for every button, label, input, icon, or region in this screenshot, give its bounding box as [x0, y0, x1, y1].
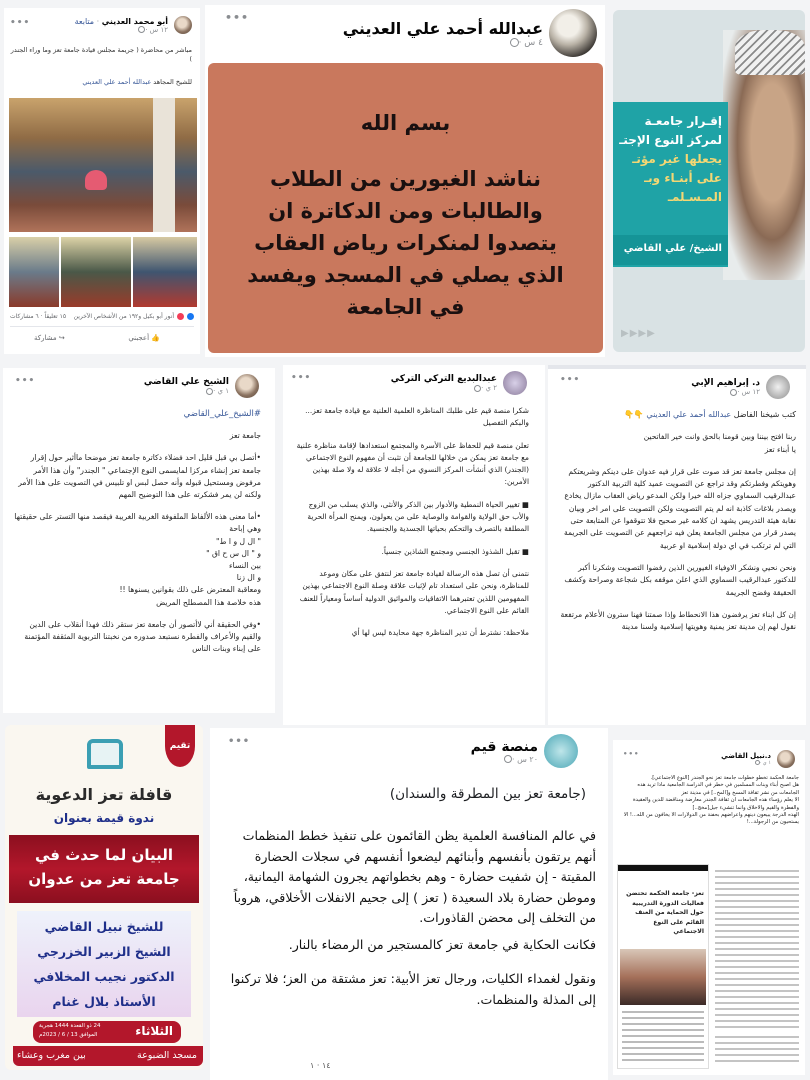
more-options-icon[interactable]: •••: [560, 375, 581, 385]
post-time: ١٢ س ·: [145, 25, 168, 34]
poster-date-bar: [33, 1021, 181, 1043]
post-title: (جامعة تعز بين المطرقة والسندان): [389, 786, 586, 802]
poster-title-banner: [9, 835, 199, 903]
post-paragraph: تعلن منصة قيم للحفاظ على الأسرة والمجتمع استعدادها لإقامة مناظرة علنية مع جامعة تعز يمكن من خلالها للجامعة أن تثبت أن مفهوم النوع الاجتماعي (الجندر) الذي أنشأت المركز النسوي من أجله لا علاقة له ولا صلة بهذين الأمرين:: [296, 440, 529, 487]
intro-prefix: كتب شيخنا الفاضل: [733, 410, 796, 419]
poster-place: مسجد الضبوعة: [136, 1050, 197, 1061]
post-paragraph: جامعة تعز: [229, 431, 261, 441]
post-card-ibrahim-alibbi: [548, 365, 806, 725]
news-screenshot[interactable]: [617, 864, 709, 1069]
more-options-icon[interactable]: •••: [10, 18, 31, 28]
quote-line: لمركز النوع الإجتـ: [619, 133, 722, 147]
post-time: ٢ ي ·: [481, 384, 497, 392]
post-card-qiyam-platform: [210, 728, 608, 1080]
post-paragraph: نتمنى أن تصل هذه الرسالة لقيادة جامعة تعز لنتفق على مكان وموعد للمناظرة، ونحن على استعداد تام لإثبات علاقة وصلة النوع الاجتماعي بهذين المفهومين اللذين تعتبرهما الاتفاقيات والمواثيق الدولية أساساً ومعياراً للعنف القائم على النوع الاجتماعي.: [299, 568, 529, 615]
quote-graphic-ali-alqadi[interactable]: [613, 10, 805, 352]
post-card-abdulbadie-alturki: [283, 365, 545, 725]
more-options-icon[interactable]: •••: [291, 373, 312, 383]
turban: [735, 30, 805, 75]
mention-prefix: للشيخ المجاهد: [153, 78, 192, 86]
post-time: ٤ س ·: [518, 37, 543, 48]
news-screenshot-facebook[interactable]: [713, 864, 801, 1069]
news-header-bar: [618, 865, 708, 871]
author-name[interactable]: د. إبراهيم الإبي: [691, 378, 760, 388]
post-stats[interactable]: ١٤ · ١: [310, 1061, 331, 1070]
news-photo: [620, 949, 706, 1005]
post-paragraph: ■ تقبل الشذوذ الجنسي ومجتمع الشاذين جنسياً.: [381, 546, 529, 556]
post-paragraph: ونقول لغمداء الكليات، ورجال تعز الأبية: تعز مشتقة من العز؛ فلا تركنوا إلى المذلة والمنظمات.: [230, 971, 596, 1007]
reactions-row[interactable]: [74, 313, 194, 320]
post-time: ١ ي ·: [759, 760, 771, 766]
post-time: ١٢ س ·: [737, 388, 760, 396]
more-options-icon[interactable]: •••: [225, 11, 250, 24]
quote-line: إقـرار جامعـة: [644, 114, 722, 128]
post-card-ali-alqadi: [3, 368, 275, 713]
author-name[interactable]: الشيخ علي القاضي: [143, 377, 229, 387]
author-name[interactable]: أبو محمد العديني: [101, 16, 168, 26]
like-button[interactable]: 👍 أعجبني: [128, 334, 160, 342]
post-paragraph: ■ تغيير الحياة النمطية والأدوار بين الذكر والأنثى، والذي يسلب من الزوج والأب حق الولاية والقوامة والوصاية على من يعولون، ويمنح المرأة الحرية المطلقة بالتصرف والتحكم بحياتها الجسدية والجنسية.: [307, 499, 529, 534]
post-time: ٢٠ س ·: [512, 754, 538, 764]
hashtag-link[interactable]: #الشيخ_علي_القاضي: [183, 409, 261, 419]
like-reaction-icon: [187, 313, 194, 320]
arrows-decoration-icon: ▶▶▶▶: [621, 328, 656, 339]
poster-footer: [13, 1046, 203, 1066]
post-text: مباشر من محاضرة ( جريمة مجلس قيادة جامعة تعز وما وراء الجندر ): [10, 46, 192, 63]
poster-title-line: جامعة تعز من عدوان: [28, 870, 180, 888]
mention-link[interactable]: عبدالله أحمد علي العديني: [82, 78, 152, 86]
post-card-nabil-alqadi: [613, 740, 805, 1075]
portrait: [723, 30, 805, 280]
quote-line: المـسـلمـ: [667, 190, 722, 204]
image-line: الذي يصلي في المسجد ويفسد: [247, 263, 564, 287]
more-options-icon[interactable]: •••: [228, 736, 251, 747]
globe-icon: [510, 38, 519, 47]
post-paragraph: إن مجلس جامعة تعز قد صوت على قرار فيه عدوان على دينكم وشريعتكم وهويتكم وفطرتكم وقد تراجع عن التصويت عميد كلية التربية الدكتور عبدالرقيب السماوي جزاه الله خيرا ولكن المدعو رياض العقاب مازال يخادع ويصدر بلاغات كاذبة انه لم يتم التصويت ولكن التصويت على امر اخر وبيان نقابة هيئة التدريس يشهد ان كلامه غير صحيح فلا تتوقفوا عن المتابعة حتى يصدر قرار من مجلس الجامعة يعلن فيه تراجعهم عن التصويت على الجريمة التي لم ترتكب في اي دولة إسلامية او عربية: [563, 466, 796, 550]
reactions-text: أنور أبو بكيل و١٩٢ من الأشخاص الآخرين: [73, 313, 174, 320]
post-card-abdullah-aladini: [205, 5, 605, 357]
more-options-icon[interactable]: •••: [623, 750, 640, 758]
poster-title-line: البيان لما حدث في: [35, 846, 173, 864]
author-name[interactable]: عبدالبديع التركي التركي: [390, 374, 497, 384]
author-name[interactable]: د.نبيل القاضي: [721, 752, 771, 760]
poster-badge: تقيم: [165, 725, 195, 767]
post-paragraph: في عالم المنافسة العلمية يظن القائمون على تنفيذ خطط المنظمات أنهم يرتقون بأنفسهم وأبنائهم ليضعوا أنفسهم في سجلات الحضارة المقيتة - إن شفيت حضارة - وهم بخطواتهم يجرون الشهامة اليمانية، وموطن حضارة بلاد السعيدة ( تعز ) إلى جحيم الانفلات الأخلاقي، هروباً من التخلف إلى محضن القاذورات.: [233, 828, 596, 925]
pointing-down-emoji-icon: 👇👇: [623, 410, 644, 419]
news-text-lines: [715, 870, 799, 1030]
quote-caption: الشيخ/ علي القاضي: [613, 235, 728, 265]
avatar[interactable]: [174, 16, 192, 34]
pillar: [153, 98, 175, 232]
post-photo-thumb[interactable]: [9, 237, 59, 307]
post-paragraph: فكانت الحكاية في جامعة تعز كالمستجير من الرمضاء بالنار.: [288, 936, 596, 952]
post-paragraph: •أما معنى هذه الألفاظ الملفوفة الغربية الغريبة فيقصد منها التستر على حقيقتها وهي إباحة " ال ل و ا ط" و " ال س ح اق " بين النساء و ال زنا ومعاقبة المعترض على ذلك بقوانين يسنوها !! هذه خلاصة هذا المصطلح المريض: [14, 512, 261, 607]
post-card-abu-mohammed: ••• أبو محمد العديني · متابعة ١٢ س · مباشر من محاضرة ( جريمة مجلس قيادة جامعة تعز وما وراء الجندر ) للشيخ المجاهد عبدالله أحمد علي العديني أنور أبو بكيل و١٩٢ من الأشخاص الآخرين ١٥ تعليقاً · ٦ مشاركات 👍 أعجبني ↪ مشاركة: [4, 8, 200, 354]
image-line: نناشد الغيورين من الطلاب: [269, 167, 542, 191]
image-line: والطالبات ومن الدكاترة ان: [268, 199, 543, 223]
image-line: في الجامعة: [346, 295, 465, 319]
love-reaction-icon: [177, 313, 184, 320]
avatar[interactable]: [549, 9, 597, 57]
speaker-name: الشيخ الزبير الخزرجي: [37, 944, 171, 959]
post-paragraph: •وفي الحقيقة أني لاأتصور أن جامعة تعز ستقر ذلك فهذا أنقلاب على الدين والقيم والأعراف والفطرة نستبعد صدوره من نخبتنا التربوية المثقفة المؤتمنة على إبناء وبنات الناس: [24, 619, 261, 654]
mention-link[interactable]: عبدالله أحمد علي العديني: [646, 410, 732, 419]
post-photo-main[interactable]: [9, 98, 197, 232]
avatar[interactable]: [503, 371, 527, 395]
comment-share-count[interactable]: ١٥ تعليقاً · ٦ مشاركات: [10, 313, 67, 320]
book-logo-icon: [87, 739, 123, 769]
speaker-name: الدكتور نجيب المخلافي: [33, 969, 175, 984]
pink-headscarf: [85, 170, 107, 190]
post-paragraph: جامعة الحكمة تخطو خطوات جامعة تعز نحو الجندر [النوع الاجتماعي].: [650, 775, 799, 781]
quote-line: على أبنـاء وبـ: [644, 171, 722, 185]
poster-org: قافلة تعز الدعوية: [35, 785, 173, 804]
globe-icon: [504, 755, 512, 763]
avatar[interactable]: [777, 750, 795, 768]
quote-line: يجعلها غير مؤتـ: [632, 152, 722, 166]
follow-link[interactable]: متابعة: [74, 16, 95, 26]
image-line: يتصدوا لمنكرات رياض العقاب: [254, 231, 557, 255]
poster-subtitle: ندوة قيمة بعنوان: [53, 811, 155, 825]
post-paragraph: ملاحظة: نشترط أن تدير المناظرة جهة محايدة ليس لها أي: [351, 628, 529, 638]
post-paragraph: شكرا منصة قيم على طلبك المناظرة العلمية العلنية مع قيادة جامعة تعز... والبكم التفصيل: [305, 406, 529, 428]
poster-date-gregorian: الموافق 13 / 6 / 2023م: [39, 1032, 98, 1038]
post-paragraph: الهذه الدرجة يبيعون دينهم واعراضهم بحفنة من الدولارات الا يخافون من الله...! الا يستحيون من الرجولة...!: [623, 812, 799, 826]
author-name[interactable]: عبدالله أحمد علي العديني: [342, 18, 543, 38]
post-image-text-card[interactable]: [208, 63, 603, 353]
avatar[interactable]: [766, 375, 790, 399]
more-options-icon[interactable]: •••: [15, 376, 36, 386]
image-heading: بسم الله: [360, 111, 451, 135]
news-text-lines: [622, 1011, 704, 1061]
speaker-name: الأستاذ بلال غنام: [52, 994, 156, 1009]
post-paragraph: ربنا افتح بيننا وبين قومنا بالحق وانت خير الفاتحين يا أبناء تعز: [643, 432, 796, 454]
like-label: أعجبني: [128, 334, 150, 342]
post-photo-thumb[interactable]: [61, 237, 131, 307]
share-button[interactable]: ↪ مشاركة: [34, 334, 65, 342]
poster-time: بين مغرب وعشاء: [17, 1050, 86, 1061]
post-paragraph: هل اصبح أبناء وبنات المسلمين في خطر في الدراسة الجامعية ماذا تريد هذه الجامعات من نشر ثقافة المسخ و[المخ..] في مدينة تعز: [637, 782, 799, 796]
poster-speakers: [17, 911, 191, 1017]
avatar[interactable]: [235, 374, 259, 398]
poster-day: الثلاثاء: [135, 1024, 173, 1038]
speaker-name: للشيخ نبيل القاضي: [44, 919, 164, 934]
post-paragraph: •أتصل بي قبل قليل احد فضلاء دكاترة جامعة تعز موضحا ماأثير حول إقرار جامعة تعز إنشاء مركزا لمايسمى النوع الإجتماعي " الجندر" وأن هذا الأمر مرفوض ومستحيل قبوله وأنه حصل لبس او تلبيس في التصويت على هذا الأمر ولكنه لن يمر فشكرته على هذا التوضيح المهم: [18, 453, 261, 500]
event-poster[interactable]: [5, 725, 203, 1070]
post-time: ١ ي ·: [213, 387, 229, 395]
author-name[interactable]: منصة قيم: [470, 738, 538, 755]
poster-date-hijri: 24 ذو القعدة 1444 هجرية: [39, 1023, 101, 1029]
post-paragraph: الا يعلم رؤساء هذه الجامعات ان ثقافة الجندر معارضة ومناقضة للدين والعقيدة والفطرة والقيم والاخلاق وانما تنشيء جيل[مخج..]: [632, 797, 799, 811]
post-paragraph: ونحن نحيي ونشكر الاوفياء الغيورين الذين رفضوا التصويت وشكرنا أكبر للدكتور عبدالرقيب السماوي الذي اعلن موقفه بكل شجاعة وصراحة وكشف الحقيقة وفضح الجريمة: [564, 562, 796, 597]
news-text-lines: [715, 1036, 799, 1064]
avatar[interactable]: [544, 734, 578, 768]
news-article-title: تعز- جامعة الحكمة تحتضن فعاليات الدورة التدريبية حول الحماية من العنف القائم على النوع الاجتماعي: [626, 890, 704, 936]
share-label: مشاركة: [34, 334, 57, 342]
post-photo-thumb[interactable]: [133, 237, 197, 307]
post-paragraph: إن كل ابناء تعز يرفضون هذا الانحطاط وإذا صمتنا فهنا سترون الأعلام مرتفعة نقول لهم إن مدينة تعز يمنية وهويتها إسلامية ولسنا مدينة: [560, 609, 796, 632]
